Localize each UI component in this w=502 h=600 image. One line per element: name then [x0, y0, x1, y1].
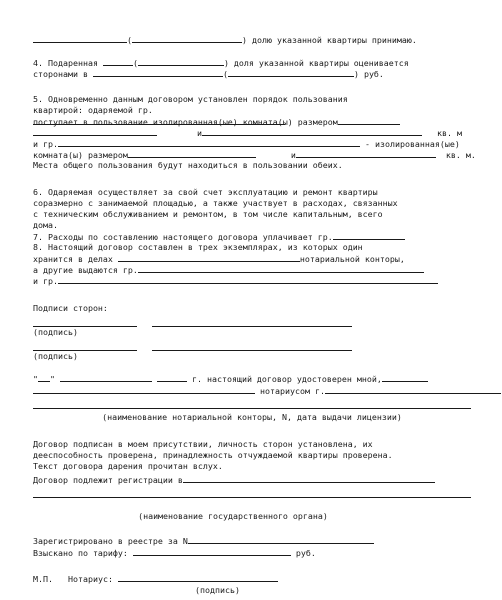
blank-field — [338, 116, 400, 125]
clause-8-line-1: 8. Настоящий договор составлен в трех экземплярах, из которых один — [33, 242, 363, 252]
signature-caption-1: (подпись) — [33, 327, 78, 337]
blank-field — [296, 149, 436, 158]
certification-line-1: " " г. настоящий договор удостоверен мной, — [33, 373, 428, 384]
notary-office-caption: (наименование нотариальной конторы, N, дата выдачи лицензии) — [102, 412, 402, 422]
signatures-heading: Подписи сторон: — [33, 303, 108, 313]
notary-signature-caption: (подпись) — [195, 585, 240, 595]
blank-field — [33, 400, 471, 409]
clause-4-line-2: сторонами в ( ) руб. — [33, 69, 384, 79]
notary-statement-line-3: Текст договора дарения прочитан вслух. — [33, 461, 223, 471]
clause-5-line-5: и кв. м — [33, 127, 462, 138]
clause-8-line-4: и гр. — [33, 275, 438, 286]
notary-statement-line-2: дееспособность проверена, принадлежность отчуждаемой квартиры проверена. — [33, 450, 393, 460]
registration-body-line — [33, 489, 471, 500]
blank-field — [138, 57, 224, 66]
blank-field — [118, 253, 300, 262]
clause-5-line-8: Места общего пользования будут находиться в пользовании обеих. — [33, 160, 343, 170]
blank-field — [118, 573, 278, 582]
clause-6-line-1: 6. Одаряемая осуществляет за свой счет эксплуатацию и ремонт квартиры — [33, 187, 378, 197]
clause-6-line-2: соразмерно с занимаемой площадью, а также участвует в расходах, связанных — [33, 198, 398, 208]
blank-field — [152, 318, 352, 327]
clause-8-line-2: хранится в делах нотариальной конторы, — [33, 254, 405, 264]
blank-field — [60, 373, 152, 382]
blank-field — [132, 34, 242, 43]
blank-field — [157, 373, 187, 382]
registration-body-caption: (наименование государственного органа) — [138, 511, 328, 521]
blank-field — [33, 34, 127, 43]
signature-line-2 — [33, 342, 352, 353]
clause-6-line-4: дома. — [33, 220, 58, 230]
signature-caption-2: (подпись) — [33, 351, 78, 361]
blank-field — [333, 231, 405, 240]
signature-line-1 — [33, 318, 352, 329]
clause-7-line: 7. Расходы по составлению настоящего договора уплачивает гр. — [33, 231, 405, 242]
notary-signature-line: М.П. Нотариус: — [33, 573, 278, 584]
blank-field — [128, 149, 256, 158]
blank-field — [133, 547, 291, 556]
blank-field — [382, 373, 428, 382]
blank-field — [202, 127, 422, 136]
notary-statement-line-1: Договор подписан в моем присутствии, личность сторон установлена, их — [33, 439, 373, 449]
blank-field — [188, 535, 374, 544]
blank-field — [33, 342, 137, 351]
clause-8-line-3: а другие выдаются гр. — [33, 264, 424, 275]
blank-field — [138, 264, 424, 273]
clause-5-room-line: поступает в пользование изолированная(ые) комната(ы) размером — [33, 116, 400, 127]
tariff-line: Взыскано по тарифу: руб. — [33, 548, 316, 558]
clause-5-line-7: комната(ы) размером и кв. м. — [33, 150, 476, 160]
clause-4-line-1: 4. Подаренная ( ) доля указанной квартиры оценивается — [33, 58, 409, 68]
blank-field — [103, 57, 133, 66]
blank-field — [33, 385, 255, 394]
blank-field — [58, 275, 438, 284]
registry-line: Зарегистрировано в реестре за N — [33, 535, 374, 546]
blank-field — [38, 373, 50, 382]
blank-field — [228, 68, 354, 77]
blank-field — [183, 474, 435, 483]
clause-5-line-6: и гр. - изолированная(ые) — [33, 139, 460, 149]
clause-5-line-2: квартирой: одаряемой гр. — [33, 105, 153, 115]
blank-field — [33, 127, 157, 136]
share-accepted-line: ( ) долю указанной квартиры принимаю. — [33, 34, 417, 45]
blank-field — [93, 68, 223, 77]
blank-field — [325, 385, 501, 394]
blank-field — [152, 342, 352, 351]
blank-field — [33, 318, 137, 327]
notary-office-line — [33, 400, 471, 411]
blank-field — [33, 489, 471, 498]
certification-line-2: нотариусом г. — [33, 385, 501, 396]
blank-field — [58, 138, 360, 147]
clause-6-line-3: с техническим обслуживанием и ремонтом, в том числе капитальным, всего — [33, 209, 383, 219]
registration-line: Договор подлежит регистрации в — [33, 474, 435, 485]
clause-5-line-1: 5. Одновременно данным договором установлен порядок пользования — [33, 94, 348, 104]
